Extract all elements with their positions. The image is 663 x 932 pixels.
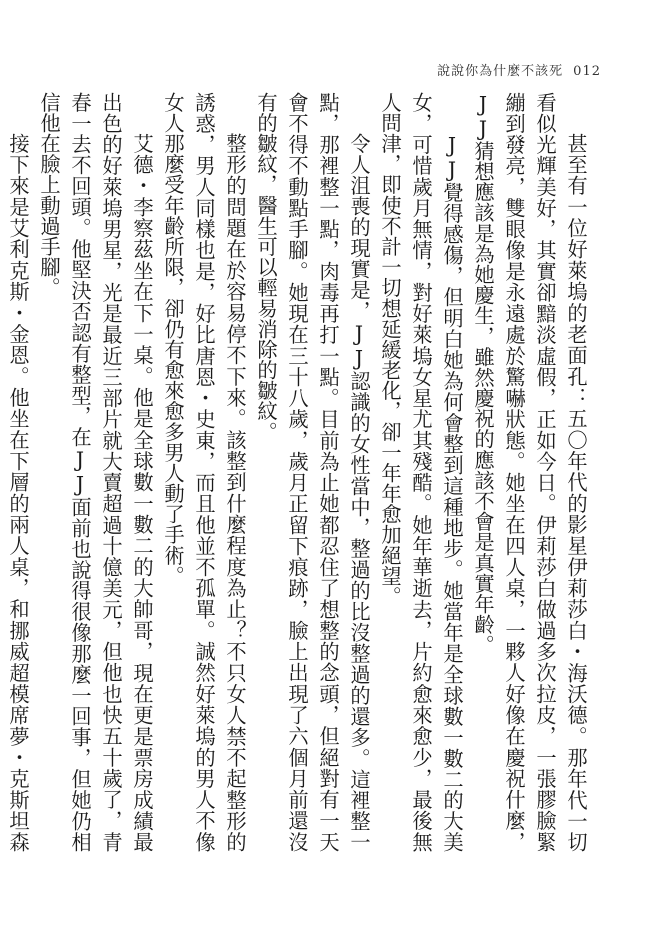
- running-header: [437, 60, 601, 79]
- paragraph-3: 令人沮喪的現實是，JJ認識的女性當中，整過的比沒整過的還多。這裡整一點，那裡整一點，肉毒再打一點。目前為止她都忍住了想整的念頭，但絕對有一天會不得不動點手腳。她現在三十八歲，歲月正留下痕跡，臉上出現了六個月前還沒有的皺紋，醫生可以輕易消除的皺紋。: [254, 92, 371, 852]
- page-number: 012: [573, 64, 601, 79]
- paragraph-2: JJ覺得感傷，但明白她為何會整到這種地步。她當年是全球數一數二的大美女，可惜歲月無情，對好萊塢女星尤其殘酷。她年華逝去，片約愈來愈少，最後無人問津，即使不計一切想延緩老化，卻一年年愈加絕望。: [378, 92, 464, 852]
- paragraph-6: 接下來是艾利克斯・金恩。他坐在下層的兩人桌，和挪威超模席夢・克斯坦森: [6, 132, 30, 852]
- paragraph-1: 甚至有一位好萊塢的老面孔：五〇年代的影星伊莉莎白・海沃德。那年代一切看似光輝美好，其實卻黯淡虛假，正如今日。伊莉莎白做過多次拉皮，一張膠臉緊繃到發亮，雙眼像是永遠處於驚嚇狀態。她坐在四人桌，一夥人好像在慶祝什麼，JJ猜想應該是為她慶生，雖然慶祝的應該不會是真實年齡。: [471, 92, 588, 852]
- book-title: 說說你為什麼不該死: [437, 64, 564, 79]
- vertical-body-text: [0, 92, 591, 852]
- paragraph-4: 整形的問題在於容易停不下來。該整到什麼程度為止？不只女人禁不起整形的誘惑，男人同樣也是，好比唐恩・史東，而且他並不孤單。誠然好萊塢的男人不像女人那麼受年齡所限，卻仍有愈來愈多男人動了手術。: [161, 92, 247, 852]
- paragraph-5: 艾德・李察茲坐在下一桌。他是全球數一數二的大帥哥，現在更是票房成績最出色的好萊塢男星，光是最近三部片就大賣超過十億美元，但他也快五十歲了，青春一去不回頭。他堅決否認有整型，在JJ面前也說得很像那麼一回事，但她仍相信他在臉上動過手腳。: [37, 92, 154, 852]
